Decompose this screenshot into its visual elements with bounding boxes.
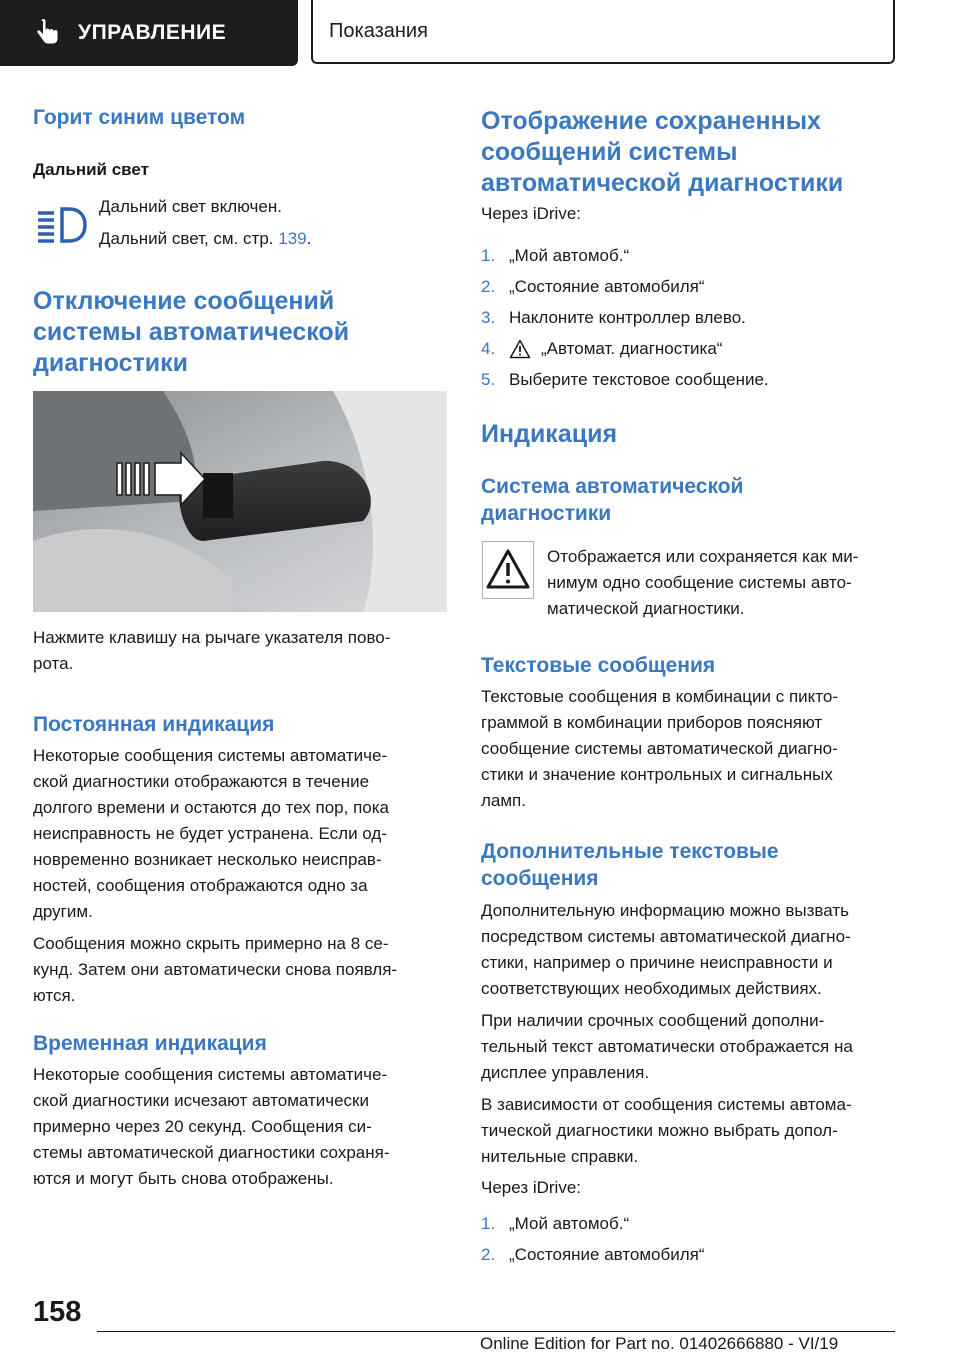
extra-p1-l4: соответствующих необходимых действиях. (481, 979, 822, 998)
diag-l1: Отображается или сохраняется как ми- (547, 547, 859, 566)
permanent-p1-l1: Некоторые сообщения системы автоматиче- (33, 746, 388, 765)
extra-p1-l2: посредством системы автоматической диагно- (481, 927, 851, 946)
extra-p1-l3: стики, например о причине неисправности и (481, 953, 833, 972)
permanent-p2-l1: Сообщения можно скрыть примерно на 8 се- (33, 934, 389, 953)
step-item: 4. „Автомат. диагностика“ (481, 339, 723, 358)
high-beam-indicator-icon (36, 205, 88, 245)
menu-item-my-car[interactable]: „Мой автомоб.“ (509, 1214, 630, 1233)
caption-line1: Нажмите клавишу на рычаге указателя пово- (33, 628, 391, 647)
temporary-l2: ской диагностики исчезают автоматически (33, 1091, 369, 1110)
extra-p2-l1: При наличии срочных сообщений дополни- (481, 1011, 825, 1030)
steps-list-2 (481, 1208, 895, 1270)
permanent-p1-l2: ской диагностики отображаются в течение (33, 772, 370, 791)
menu-item-vehicle-status[interactable]: „Состояние автомобиля“ (509, 277, 705, 296)
heading-saved-messages: Отображение сохраненных сообщений системы автоматической диагностики (481, 107, 844, 197)
turn-signal-lever-photo (33, 391, 447, 612)
diag-l3: матической диагностики. (547, 599, 745, 618)
step-item: 2. „Состояние автомобиля“ (481, 1245, 705, 1264)
footer-divider (97, 1331, 895, 1332)
extra-p2-l3: дисплее управления. (481, 1063, 650, 1082)
text-msgs-l1: Текстовые сообщения в комбинации с пикто- (481, 687, 839, 706)
permanent-p1-l6: ностей, сообщения отображаются одно за (33, 876, 368, 895)
step-item: 1. „Мой автомоб.“ (481, 1214, 630, 1233)
permanent-p1-l7: другим. (33, 902, 93, 921)
diag-l2: нимум одно сообщение системы авто- (547, 573, 852, 592)
high-beam-line2: Дальний свет, см. стр. 139. (99, 229, 312, 248)
high-beam-title: Дальний свет (33, 160, 149, 179)
heading-extra-messages: Дополнительные текстовые сообщения (481, 840, 779, 890)
step-item: 1. „Мой автомоб.“ (481, 246, 630, 265)
chapter-tab[interactable] (311, 0, 895, 64)
heading-blue-lights: Горит синим цветом (33, 106, 246, 129)
temporary-l1: Некоторые сообщения системы автоматиче- (33, 1065, 388, 1084)
page-header (0, 0, 960, 68)
heading-diagnostic-system: Система автоматической диагностики (481, 475, 744, 525)
text-msgs-l5: ламп. (481, 791, 526, 810)
temporary-l5: ются и могут быть снова отображены. (33, 1169, 334, 1188)
warning-triangle-icon (482, 541, 534, 599)
temporary-l4: стемы автоматической диагностики сохраня- (33, 1143, 390, 1162)
via-idrive-2: Через iDrive: (481, 1178, 582, 1197)
section-tab[interactable] (0, 0, 298, 66)
step-item: 3. Наклоните контроллер влево. (481, 308, 746, 327)
section-label: УПРАВЛЕНИЕ (78, 21, 227, 44)
text-msgs-l4: стики и значение контрольных и сигнальных (481, 765, 833, 784)
extra-p3-l1: В зависимости от сообщения системы автома- (481, 1095, 852, 1114)
chapter-label: Показания (329, 19, 428, 42)
heading-permanent: Постоянная индикация (33, 713, 275, 736)
extra-p3-l2: тической диагностики можно выбрать допол- (481, 1121, 838, 1140)
via-idrive: Через iDrive: (481, 204, 582, 223)
step-item: 2. „Состояние автомобиля“ (481, 277, 705, 296)
extra-p1-l1: Дополнительную информацию можно вызвать (481, 901, 849, 920)
heading-disable-messages: Отключение сообщений системы автоматической диагностики (33, 287, 350, 377)
step-item: 5. Выберите текстовое сообщение. (481, 370, 769, 389)
caption-line2: рота. (33, 654, 74, 673)
extra-p3-l3: нительные справки. (481, 1147, 639, 1166)
warning-triangle-icon (509, 339, 531, 359)
page-number: 158 (33, 1296, 82, 1328)
edition-text: Online Edition for Part no. 01402666880 - VI/19 (480, 1334, 839, 1353)
menu-item-my-car[interactable]: „Мой автомоб.“ (509, 246, 630, 265)
heading-indication: Индикация (481, 420, 618, 448)
permanent-p1-l4: неисправность не будет устранена. Если од- (33, 824, 387, 843)
page-link[interactable]: 139 (278, 229, 307, 248)
high-beam-line1: Дальний свет включен. (99, 197, 282, 216)
extra-p2-l2: тельный текст автоматически отображается на (481, 1037, 853, 1056)
text-msgs-l3: сообщение системы автоматической диагно- (481, 739, 838, 758)
text-msgs-l2: граммой в комбинации приборов поясняют (481, 713, 823, 732)
heading-temporary: Временная индикация (33, 1032, 267, 1055)
steps-list (481, 240, 895, 395)
permanent-p2-l3: ются. (33, 986, 76, 1005)
menu-item-vehicle-status[interactable]: „Состояние автомобиля“ (509, 1245, 705, 1264)
permanent-p2-l2: кунд. Затем они автоматически снова появля- (33, 960, 398, 979)
temporary-l3: примерно через 20 секунд. Сообщения си- (33, 1117, 372, 1136)
menu-item-auto-diagnostics[interactable]: „Автомат. диагностика“ (541, 339, 723, 358)
permanent-p1-l5: новременно возникает несколько неисправ- (33, 850, 382, 869)
hand-pointer-icon (32, 18, 62, 48)
permanent-p1-l3: долгого времени и остаются до тех пор, пока (33, 798, 390, 817)
heading-text-messages: Текстовые сообщения (481, 654, 716, 677)
